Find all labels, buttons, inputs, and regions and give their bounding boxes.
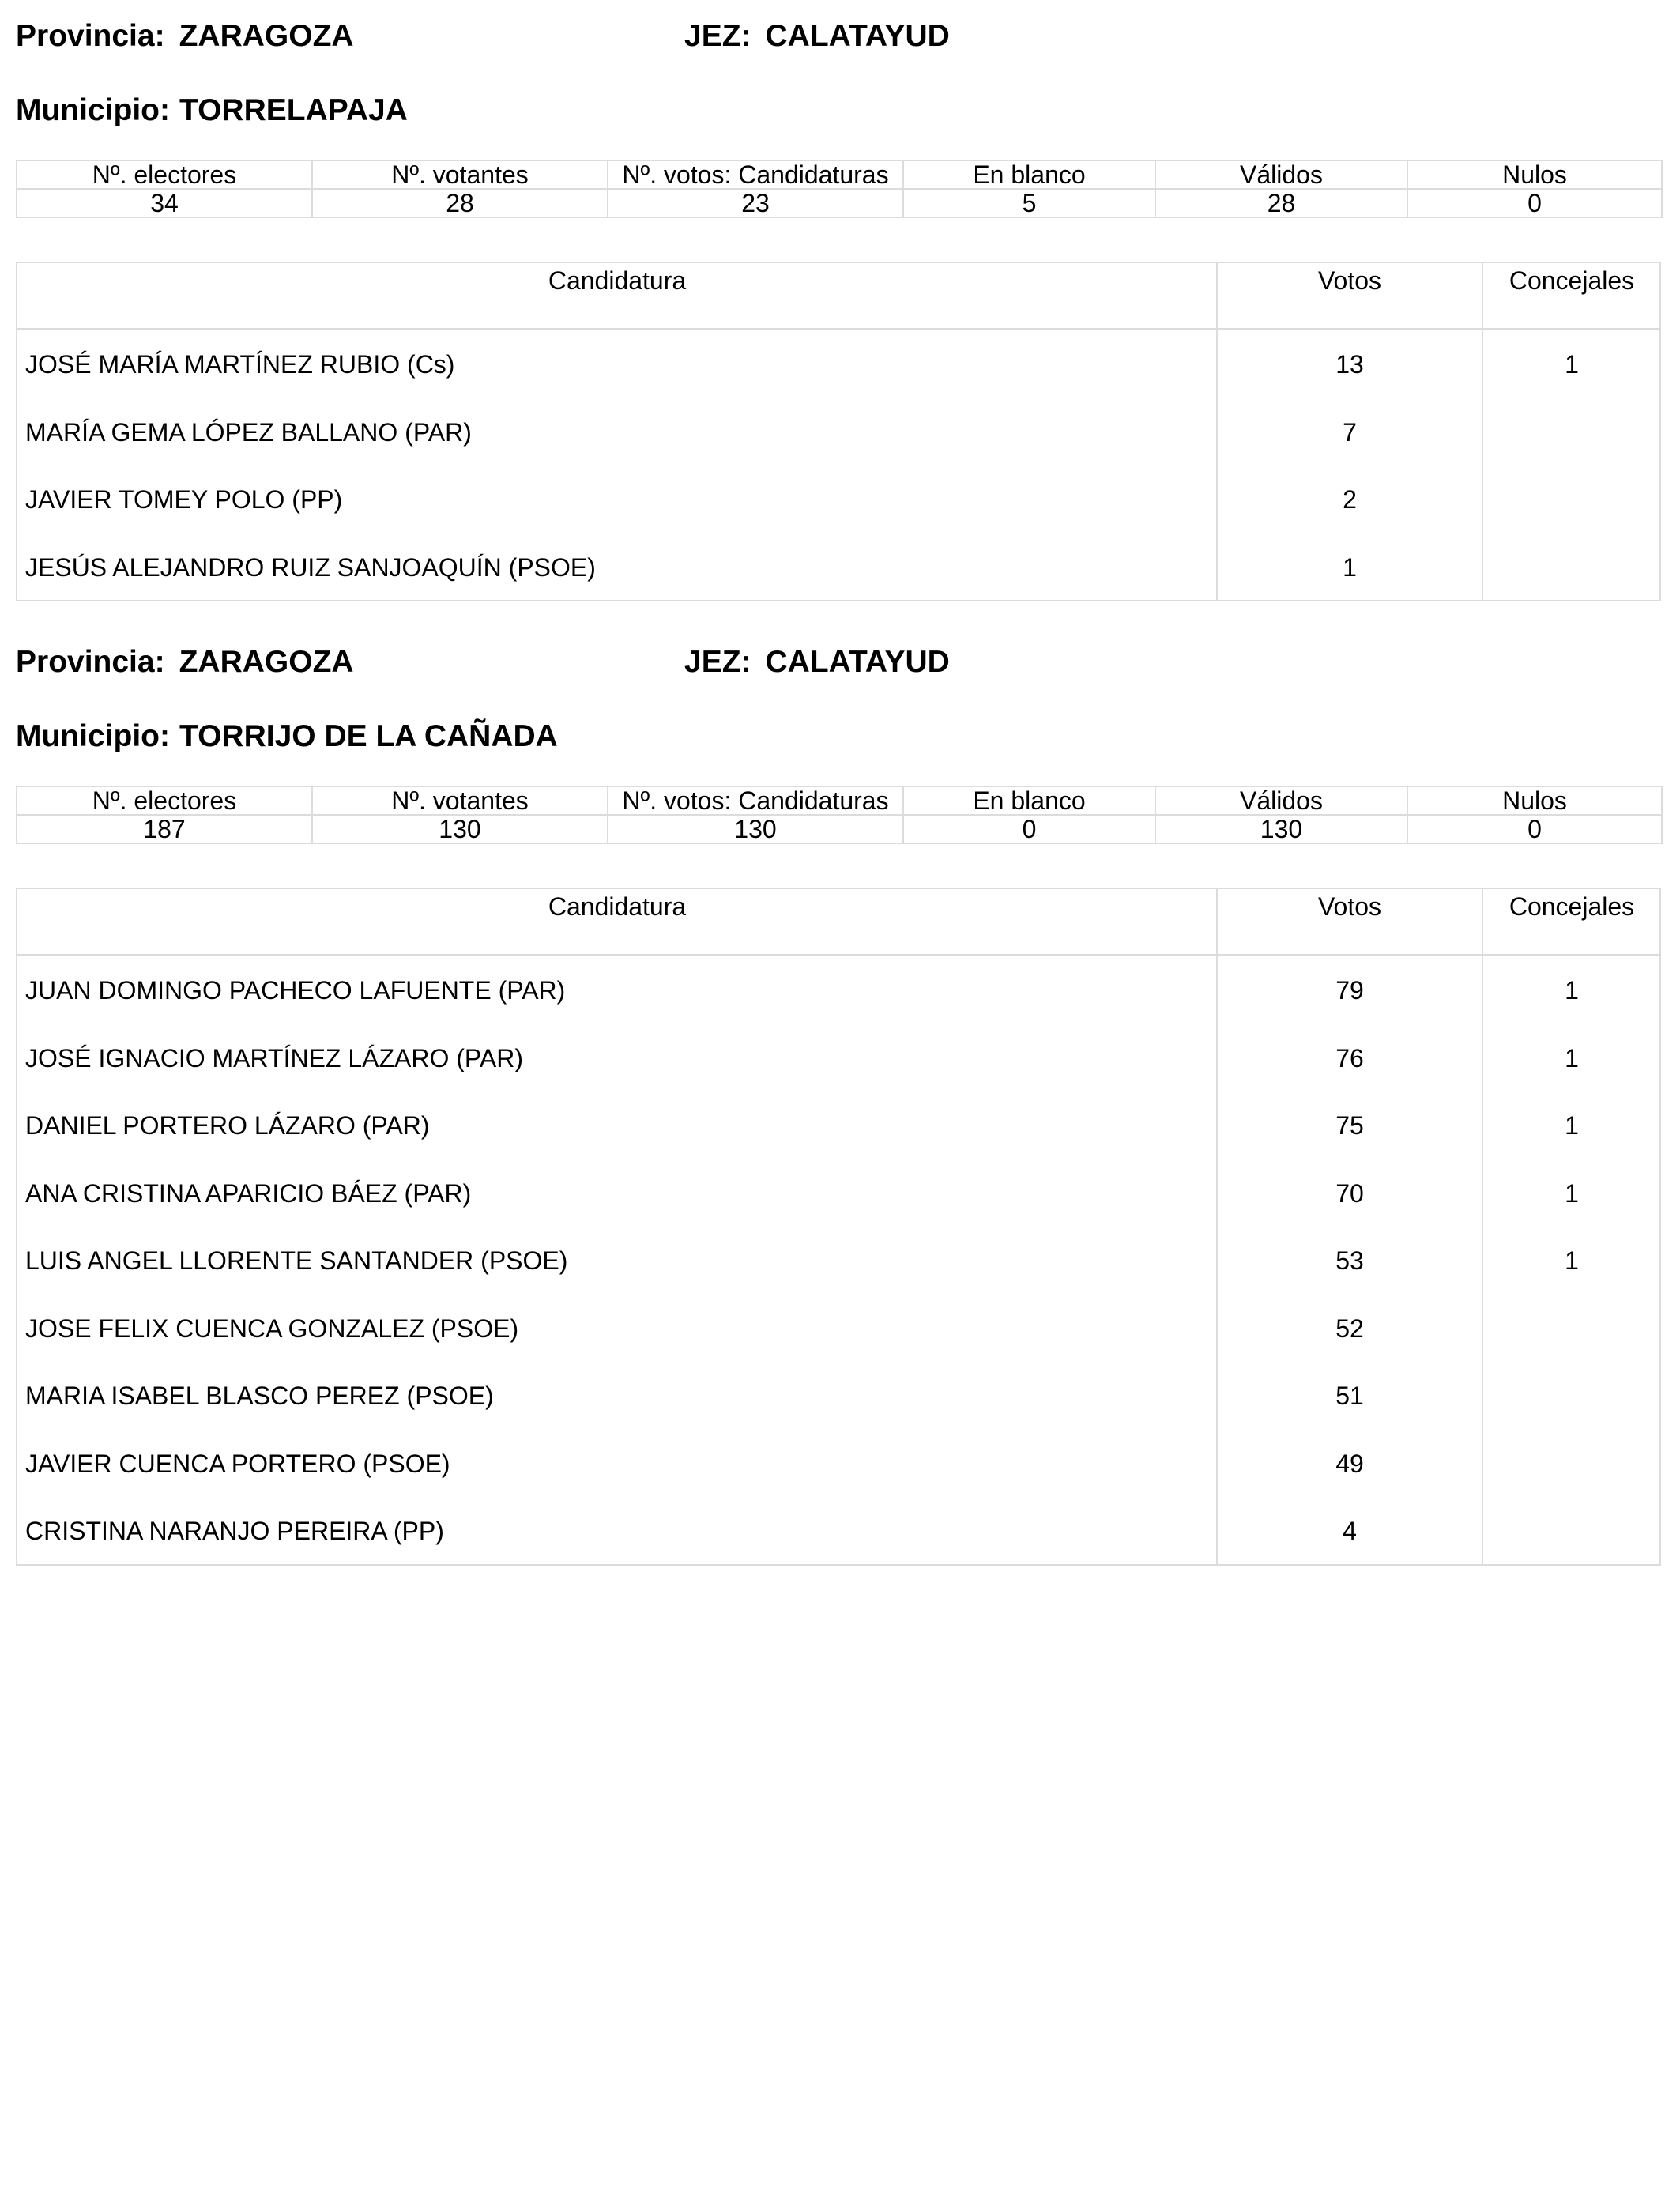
summary-header-en-blanco: En blanco xyxy=(903,160,1155,189)
candidate-votos: 75 xyxy=(1335,1111,1364,1140)
summary-header-votantes: Nº. votantes xyxy=(312,160,608,189)
provincia-value: ZARAGOZA xyxy=(179,19,354,53)
jez-value: CALATAYUD xyxy=(765,19,950,53)
candidate-votos: 49 xyxy=(1335,1449,1364,1478)
jez-value: CALATAYUD xyxy=(765,645,950,679)
candidate-name: JAVIER TOMEY POLO (PP) xyxy=(25,485,343,514)
jez-heading xyxy=(684,21,950,51)
summary-value-nulos: 0 xyxy=(1407,815,1662,843)
summary-header-votos-candidaturas: Nº. votos: Candidaturas xyxy=(608,160,903,189)
municipio-heading xyxy=(16,721,558,752)
candidate-votos: 4 xyxy=(1343,1517,1357,1545)
candidate-votos: 52 xyxy=(1335,1314,1364,1343)
table-row xyxy=(17,1496,1659,1564)
candidate-votos: 7 xyxy=(1343,417,1357,447)
jez-label: JEZ: xyxy=(684,645,751,679)
summary-value-row xyxy=(17,815,1662,843)
candidate-votos: 76 xyxy=(1335,1043,1364,1072)
summary-value-votantes: 28 xyxy=(312,189,608,217)
provincia-heading xyxy=(16,21,354,51)
candidate-concejales: 1 xyxy=(1565,350,1579,379)
candidate-name: ANA CRISTINA APARICIO BÁEZ (PAR) xyxy=(25,1178,472,1208)
provincia-heading xyxy=(16,647,354,677)
candidates-header-row xyxy=(17,889,1659,956)
summary-value-validos: 130 xyxy=(1155,815,1407,843)
summary-table xyxy=(16,160,1663,218)
table-row xyxy=(17,1091,1659,1159)
candidate-name: JOSÉ MARÍA MARTÍNEZ RUBIO (Cs) xyxy=(25,350,455,379)
candidate-name: JOSÉ IGNACIO MARTÍNEZ LÁZARO (PAR) xyxy=(25,1043,523,1072)
summary-header-nulos: Nulos xyxy=(1407,786,1662,815)
summary-value-votos-candidaturas: 130 xyxy=(608,815,903,843)
candidate-concejales: 1 xyxy=(1565,976,1579,1005)
summary-table xyxy=(16,786,1663,844)
header-votos: Votos xyxy=(1317,892,1382,921)
candidate-votos: 53 xyxy=(1335,1246,1364,1275)
summary-value-en-blanco: 0 xyxy=(903,815,1155,843)
header-concejales: Concejales xyxy=(1509,266,1635,295)
candidate-votos: 70 xyxy=(1335,1178,1364,1208)
candidate-votos: 79 xyxy=(1335,976,1364,1005)
candidate-name: JESÚS ALEJANDRO RUIZ SANJOAQUÍN (PSOE) xyxy=(25,552,596,582)
summary-value-nulos: 0 xyxy=(1407,189,1662,217)
summary-value-validos: 28 xyxy=(1155,189,1407,217)
municipio-heading xyxy=(16,95,408,126)
header-concejales: Concejales xyxy=(1509,892,1635,921)
candidate-name: JUAN DOMINGO PACHECO LAFUENTE (PAR) xyxy=(25,976,566,1005)
table-row xyxy=(17,330,1659,398)
summary-header-row xyxy=(17,786,1662,815)
table-row xyxy=(17,465,1659,533)
table-row xyxy=(17,1429,1659,1497)
summary-header-validos: Válidos xyxy=(1155,786,1407,815)
provincia-label: Provincia: xyxy=(16,19,165,53)
summary-header-electores: Nº. electores xyxy=(17,786,312,815)
candidate-name: LUIS ANGEL LLORENTE SANTANDER (PSOE) xyxy=(25,1246,568,1275)
candidate-name: CRISTINA NARANJO PEREIRA (PP) xyxy=(25,1517,444,1545)
jez-heading xyxy=(684,647,950,677)
municipio-value: TORRELAPAJA xyxy=(179,93,408,127)
header-candidatura: Candidatura xyxy=(548,892,687,921)
table-row xyxy=(17,533,1659,601)
summary-header-en-blanco: En blanco xyxy=(903,786,1155,815)
candidates-table xyxy=(16,888,1661,1566)
candidate-name: JOSE FELIX CUENCA GONZALEZ (PSOE) xyxy=(25,1314,519,1343)
summary-header-nulos: Nulos xyxy=(1407,160,1662,189)
candidate-name: JAVIER CUENCA PORTERO (PSOE) xyxy=(25,1449,450,1478)
candidate-name: MARIA ISABEL BLASCO PEREZ (PSOE) xyxy=(25,1382,494,1410)
summary-value-en-blanco: 5 xyxy=(903,189,1155,217)
candidates-header-row xyxy=(17,263,1659,330)
summary-header-votos-candidaturas: Nº. votos: Candidaturas xyxy=(608,786,903,815)
table-row xyxy=(17,1159,1659,1227)
table-row xyxy=(17,398,1659,466)
summary-header-votantes: Nº. votantes xyxy=(312,786,608,815)
summary-value-row xyxy=(17,189,1662,217)
summary-value-electores: 34 xyxy=(17,189,312,217)
header-votos: Votos xyxy=(1317,266,1382,295)
municipio-label: Municipio: xyxy=(16,719,170,753)
candidates-table xyxy=(16,262,1661,601)
summary-header-row xyxy=(17,160,1662,189)
summary-value-votos-candidaturas: 23 xyxy=(608,189,903,217)
summary-header-validos: Válidos xyxy=(1155,160,1407,189)
table-row xyxy=(17,1226,1659,1294)
table-row xyxy=(17,1361,1659,1429)
summary-header-electores: Nº. electores xyxy=(17,160,312,189)
candidate-concejales: 1 xyxy=(1565,1111,1579,1140)
candidate-concejales: 1 xyxy=(1565,1178,1579,1208)
table-row xyxy=(17,1023,1659,1091)
provincia-value: ZARAGOZA xyxy=(179,645,354,679)
candidate-name: DANIEL PORTERO LÁZARO (PAR) xyxy=(25,1111,430,1140)
candidate-concejales: 1 xyxy=(1565,1043,1579,1072)
summary-value-electores: 187 xyxy=(17,815,312,843)
municipio-value: TORRIJO DE LA CAÑADA xyxy=(179,719,558,753)
header-candidatura: Candidatura xyxy=(548,266,687,295)
candidate-votos: 51 xyxy=(1335,1382,1364,1410)
provincia-label: Provincia: xyxy=(16,645,165,679)
table-row xyxy=(17,1294,1659,1362)
candidate-votos: 2 xyxy=(1343,485,1357,514)
municipio-label: Municipio: xyxy=(16,93,170,127)
candidate-votos: 1 xyxy=(1343,552,1357,582)
candidate-votos: 13 xyxy=(1335,350,1364,379)
candidate-concejales: 1 xyxy=(1565,1246,1579,1275)
summary-value-votantes: 130 xyxy=(312,815,608,843)
table-row xyxy=(17,956,1659,1023)
jez-label: JEZ: xyxy=(684,19,751,53)
candidate-name: MARÍA GEMA LÓPEZ BALLANO (PAR) xyxy=(25,417,472,447)
